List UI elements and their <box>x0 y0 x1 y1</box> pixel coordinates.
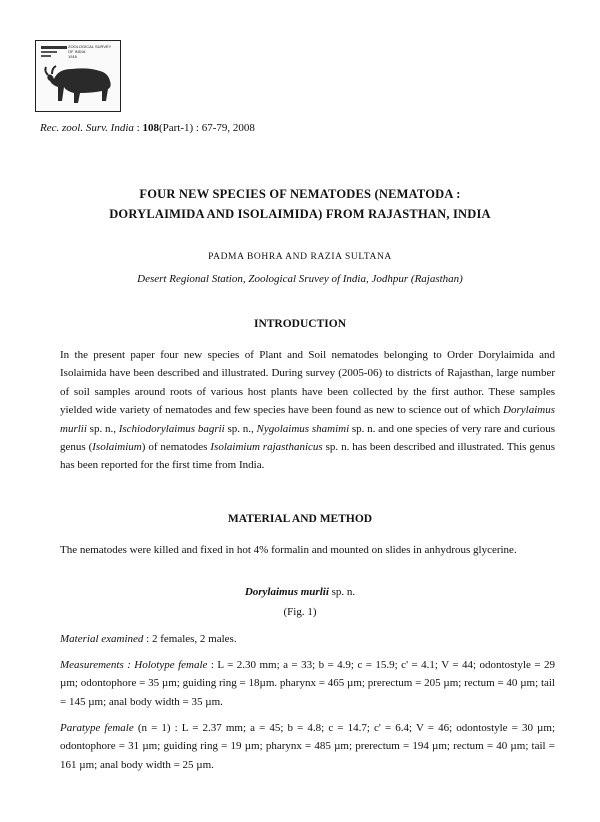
citation-line <box>40 122 255 134</box>
holotype-text: : L = 2.30 mm; a = 33; b = 4.9; c = 15.9; c' = 4.1; V = 44; odontostyle = 29 µm; odontophore = 35 µm; guiding ring = 18µm. pharynx = 465 µm; prerectum = 205 µm; rectum = 40 µm; tail = 145 µm; anal body width = 35 µm. <box>60 659 555 708</box>
species-heading <box>40 586 560 598</box>
species-suffix: sp. n. <box>328 586 356 598</box>
method-paragraph: The nematodes were killed and fixed in hot 4% formalin and mounted on slides in anhydrous glycerine. <box>60 544 517 556</box>
logo-text-line-1: ZOOLOGICAL SURVEY <box>68 44 112 49</box>
species-name: Dorylaimus murlii <box>244 586 329 598</box>
logo-text <box>68 44 111 59</box>
citation-sep: : <box>133 122 143 134</box>
citation-volume: 108 <box>142 122 159 134</box>
paratype-label: Paratype female <box>60 722 134 734</box>
paratype-measurements <box>60 719 555 774</box>
paper-title-line-2: DORYLAIMIDA AND ISOLAIMIDA) FROM RAJASTHAN, INDIA <box>109 207 491 221</box>
holotype-measurements <box>60 656 555 711</box>
paper-title-line-1: FOUR NEW SPECIES OF NEMATODES (NEMATODA : <box>139 187 461 201</box>
material-examined-label: Material examined <box>60 633 144 645</box>
citation-pages: (Part-1) : 67-79, 2008 <box>158 122 255 134</box>
authors: PADMA BOHRA AND RAZIA SULTANA <box>208 252 392 262</box>
introduction-heading: INTRODUCTION <box>253 318 346 330</box>
introduction-paragraph: In the present paper four new species of Plant and Soil nematodes belonging to Order Dorylaimida and Isolaimida have been described and illustrated. During survey (2005-06) to districts of Rajasthan, large number of soil samples around roots of various host plants have been collected by the first author. These samples yielded wide variety of nematodes and few species have been found as new to science out of which Dorylaimus murlii sp. n., Ischiodorylaimus bagrii sp. n., Nygolaimus shamimi sp. n. and one species of very rare and curious genus (Isolaimium) of nematodes Isolaimium rajasthanicus sp. n. has been described and illustrated. This genus has been reported for the first time from India. <box>60 349 556 472</box>
material-examined-text: : 2 females, 2 males. <box>143 633 237 645</box>
logo-text-line-2: OF INDIA <box>68 49 86 54</box>
citation-journal: Rec. zool. Surv. India <box>40 122 134 134</box>
material-examined <box>60 630 555 648</box>
method-heading: MATERIAL AND METHOD <box>227 513 373 525</box>
holotype-label: Measurements : Holotype female <box>60 659 208 671</box>
logo-text-line-3: 1916 <box>68 54 77 59</box>
affiliation: Desert Regional Station, Zoological Sruvey of India, Jodhpur (Rajasthan) <box>137 273 463 285</box>
figure-reference: (Fig. 1) <box>283 606 317 618</box>
paratype-text: (n = 1) : L = 2.37 mm; a = 45; b = 4.8; c = 14.7; c' = 6.4; V = 46; odontostyle = 30 µm; odontophore = 31 µm; guiding ring = 19 µm; pharynx = 485 µm; prerectum = 194 µm; rectum = 40 µm; tail = 161 µm; anal body width = 25 µm. <box>60 722 555 771</box>
